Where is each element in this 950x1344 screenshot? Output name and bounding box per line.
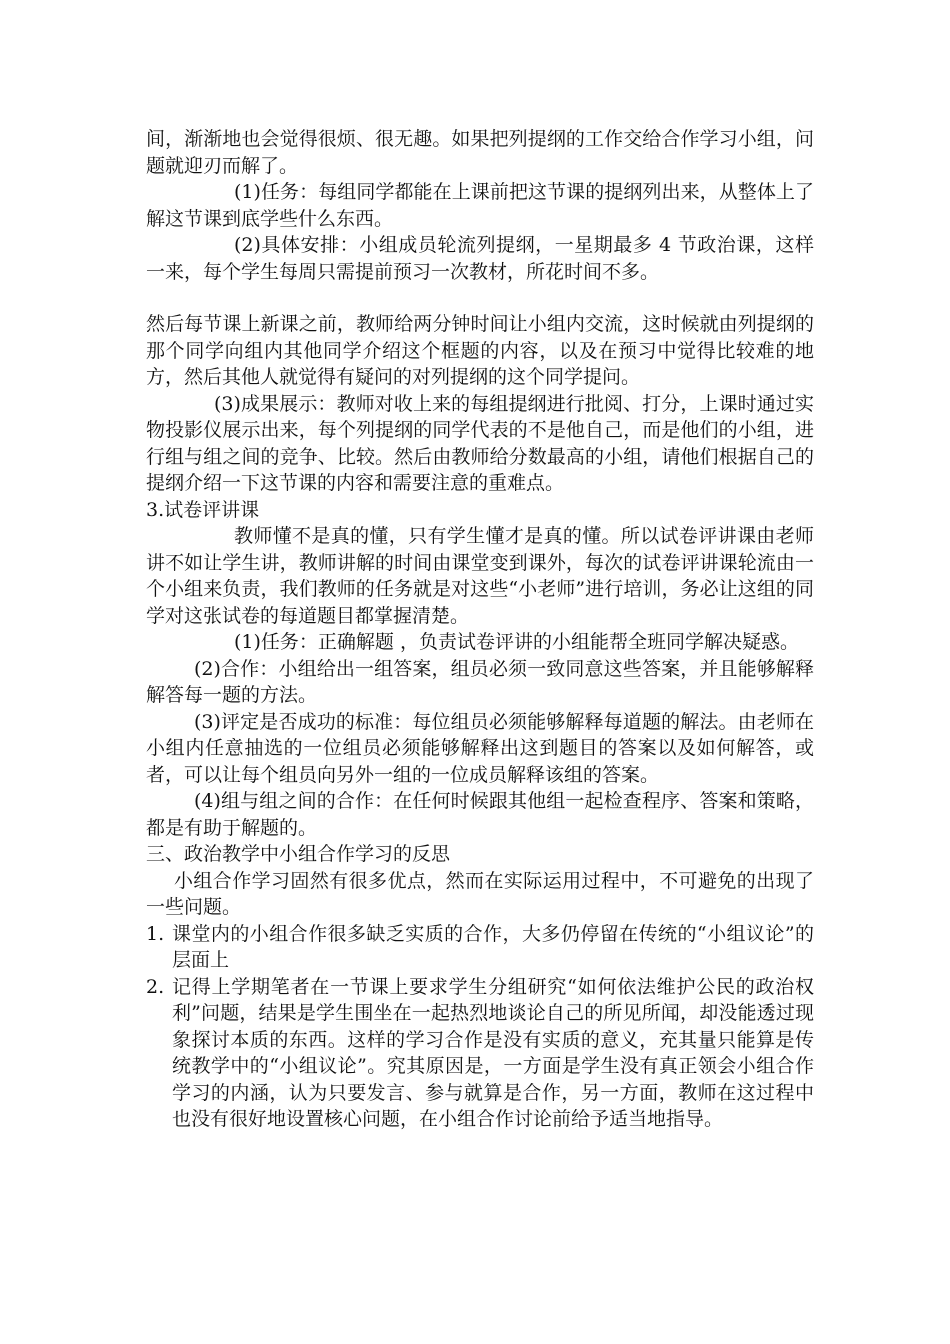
- document-body: [146, 126, 814, 1133]
- paragraph-exam-group-4: (4)组与组之间的合作：在任何时候跟其他组一起检查程序、答案和策略，都是有助于解题的。: [146, 790, 814, 839]
- paragraph-exam-coop-2: (2)合作：小组给出一组答案，组员必须一致同意这些答案，并且能够解释解答每一题的方法。: [146, 657, 814, 706]
- heading-exam-review: 3.试卷评讲课: [146, 498, 260, 521]
- paragraph-exam-task-1: (1)任务：正确解题 ，负责试卷评讲的小组能帮全班同学解决疑惑。: [234, 631, 799, 653]
- list-item: [146, 921, 814, 974]
- paragraph-exam-review: 教师懂不是真的懂，只有学生懂才是真的懂。所以试卷评讲课由老师讲不如让学生讲，教师讲解的时间由课堂变到课外，每次的试卷评讲课轮流由一个小组来负责，我们教师的任务就是对这些“小老师”进行培训，务必让这组的同学对这张试卷的每道题目都掌握清楚。: [146, 525, 814, 627]
- list-item-number: 1.: [146, 922, 165, 945]
- list-item-text: 记得上学期笔者在一节课上要求学生分组研究“如何依法维护公民的政治权利”问题，结果是学生围坐在一起热烈地谈论自己的所见所闻，却没能透过现象探讨本质的东西。这样的学习合作是没有实质的意义，充其量只能算是传统教学中的“小组议论”。究其原因是，一方面是学生没有真正领会小组合作学习的内涵，认为只要发言、参与就算是合作，另一方面，教师在这过程中也没有很好地设置核心问题，在小组合作讨论前给予适当地指导。: [172, 975, 814, 1130]
- paragraph-exam-criteria-3: (3)评定是否成功的标准：每位组员必须能够解释每道题的解法。由老师在小组内任意抽选的一位组员必须能够解释出这到题目的答案以及如何解答，或者，可以让每个组员向另外一组的一位成员解释该组的答案。: [146, 710, 814, 786]
- list-item-number: 2.: [146, 975, 165, 998]
- paragraph-task-1: (1)任务：每组同学都能在上课前把这节课的提纲列出来，从整体上了解这节课到底学些什么东西。: [146, 181, 814, 230]
- paragraph-gap: [146, 285, 814, 311]
- list-item: [146, 974, 814, 1133]
- list-item-text: 课堂内的小组合作很多缺乏实质的合作，大多仍停留在传统的“小组议论”的层面上: [172, 922, 814, 971]
- paragraph-exchange: 然后每节课上新课之前，教师给两分钟时间让小组内交流，这时候就由列提纲的那个同学向组内其他同学介绍这个框题的内容，以及在预习中觉得比较难的地方，然后其他人就觉得有疑问的对列提纲的这个同学提问。: [146, 313, 814, 388]
- reflection-list: [146, 921, 814, 1133]
- paragraph-results-3: (3)成果展示：教师对收上来的每组提纲进行批阅、打分，上课时通过实物投影仪展示出来，每个列提纲的同学代表的不是他自己，而是他们的小组，进行组与组之间的竞争、比较。然后由教师给分数最高的小组，请他们根据自己的提纲介绍一下这节课的内容和需要注意的重难点。: [146, 392, 814, 494]
- paragraph-reflection-intro: 小组合作学习固然有很多优点，然而在实际运用过程中，不可避免的出现了一些问题。: [146, 869, 814, 918]
- heading-reflection: 三、政治教学中小组合作学习的反思: [146, 843, 451, 865]
- paragraph-arrangement-2: (2)具体安排：小组成员轮流列提纲，一星期最多 4 节政治课，这样一来，每个学生每周只需提前预习一次教材，所花时间不多。: [146, 234, 814, 283]
- paragraph-1: 间，渐渐地也会觉得很烦、很无趣。如果把列提纲的工作交给合作学习小组，问题就迎刃而解了。: [146, 128, 814, 177]
